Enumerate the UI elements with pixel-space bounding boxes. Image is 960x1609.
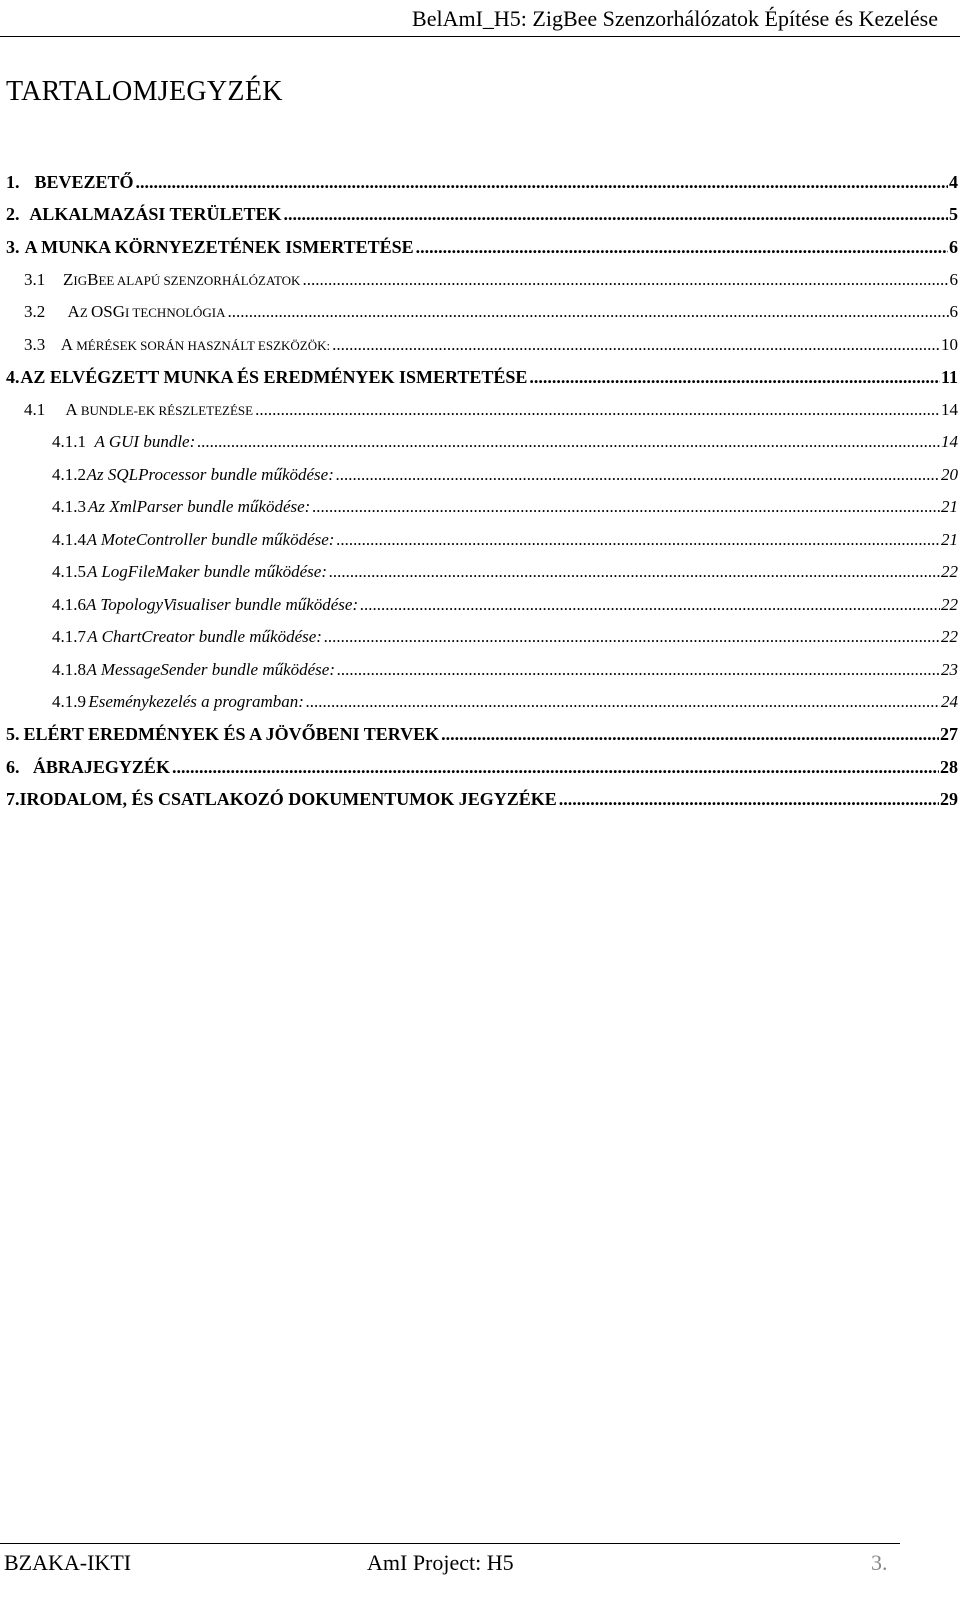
table-of-contents	[6, 166, 958, 816]
toc-entry-text: Eseménykezelés a programban:	[88, 692, 304, 712]
toc-entry-7[interactable]	[6, 784, 958, 817]
toc-entry-1[interactable]	[6, 166, 958, 199]
toc-entry-3[interactable]	[6, 231, 958, 264]
dot-leader	[136, 172, 948, 193]
toc-entry-text: A MUNKA KÖRNYEZETÉNEK ISMERTETÉSE	[24, 236, 414, 257]
toc-text-smallcaps: EE ALAPÚ SZENZORHÁLÓZATOK	[98, 272, 301, 288]
toc-entry-number: 4.1	[24, 399, 46, 419]
toc-entry-2[interactable]	[6, 199, 958, 232]
toc-entry-number: 4.1.8	[52, 659, 86, 679]
toc-entry-number: 3.1	[24, 269, 46, 289]
toc-entry-page: 11	[940, 366, 958, 387]
dot-leader	[312, 497, 940, 517]
toc-entry-text	[63, 270, 300, 290]
toc-text-part: A	[67, 302, 80, 322]
toc-entry-page: 6	[949, 269, 958, 289]
dot-leader	[416, 237, 948, 258]
toc-entry-page: 21	[941, 529, 958, 549]
toc-entry-text	[68, 302, 226, 322]
dot-leader	[559, 789, 939, 810]
toc-entry-page: 14	[941, 399, 958, 419]
dot-leader	[302, 270, 948, 290]
toc-entry-4-1-5[interactable]	[6, 556, 958, 589]
toc-text-smallcaps: IG	[73, 272, 88, 288]
dot-leader	[441, 724, 939, 745]
page-number: 3.	[871, 1550, 888, 1575]
footer-organization: BZAKA-IKTI	[4, 1550, 132, 1575]
running-header: BelAmI_H5: ZigBee Szenzorhálózatok Építése és Kezelése	[412, 6, 938, 31]
toc-text-part: B	[87, 269, 99, 289]
toc-entry-4-1-1[interactable]	[6, 426, 958, 459]
toc-entry-text: A ChartCreator bundle működése:	[87, 627, 322, 647]
footer-rule	[0, 1543, 900, 1544]
toc-text-smallcaps: Z	[79, 305, 92, 321]
toc-entry-5[interactable]	[6, 719, 958, 752]
toc-entry-text: Az XmlParser bundle működése:	[87, 497, 311, 517]
toc-entry-text: ALKALMAZÁSI TERÜLETEK	[29, 204, 282, 225]
dot-leader	[329, 562, 940, 582]
toc-entry-text: AZ ELVÉGZETT MUNKA ÉS EREDMÉNYEK ISMERTETÉSE	[20, 366, 528, 387]
toc-entry-page: 22	[941, 627, 958, 647]
toc-entry-number: 5.	[6, 724, 20, 745]
toc-entry-text: A LogFileMaker bundle működése:	[87, 562, 327, 582]
dot-leader	[255, 400, 940, 420]
toc-entry-text: A TopologyVisualiser bundle működése:	[86, 594, 359, 614]
toc-entry-4-1-9[interactable]	[6, 686, 958, 719]
toc-text-smallcaps: MÉRÉSEK SORÁN HASZNÁLT ESZKÖZÖK:	[72, 337, 331, 353]
toc-entry-4-1-6[interactable]	[6, 589, 958, 622]
toc-entry-text: BEVEZETŐ	[34, 171, 134, 192]
toc-entry-number: 3.	[6, 236, 20, 257]
dot-leader	[529, 367, 940, 388]
toc-entry-4-1[interactable]	[6, 394, 958, 427]
toc-entry-text: Az SQLProcessor bundle működése:	[86, 464, 334, 484]
toc-entry-number: 1.	[6, 171, 20, 192]
dot-leader	[306, 692, 940, 712]
toc-entry-page: 23	[941, 659, 958, 679]
dot-leader	[197, 432, 940, 452]
dot-leader	[332, 335, 940, 355]
toc-entry-4-1-3[interactable]	[6, 491, 958, 524]
toc-entry-3-2[interactable]	[6, 296, 958, 329]
toc-entry-3-3[interactable]	[6, 329, 958, 362]
dot-leader	[337, 660, 940, 680]
toc-entry-number: 4.1.6	[52, 594, 86, 614]
toc-entry-number: 2.	[6, 204, 20, 225]
toc-entry-page: 10	[941, 334, 958, 354]
toc-entry-text: A MoteController bundle működése:	[86, 529, 335, 549]
toc-text-part: A	[60, 334, 73, 354]
toc-text-part: Z	[63, 269, 74, 289]
dot-leader	[324, 627, 940, 647]
toc-entry-number: 3.3	[24, 334, 46, 354]
toc-entry-page: 5	[949, 204, 958, 225]
toc-entry-page: 14	[941, 432, 958, 452]
toc-entry-6[interactable]	[6, 751, 958, 784]
toc-entry-number: 3.2	[24, 302, 46, 322]
toc-entry-4[interactable]	[6, 361, 958, 394]
toc-title: TARTALOMJEGYZÉK	[6, 76, 283, 107]
toc-entry-number: 4.1.2	[52, 464, 86, 484]
toc-entry-number: 4.1.7	[52, 627, 86, 647]
toc-entry-text: IRODALOM, ÉS CSATLAKOZÓ DOKUMENTUMOK JEGYZÉKE	[19, 789, 557, 810]
toc-entry-number: 4.	[6, 366, 20, 387]
toc-entry-page: 22	[941, 562, 958, 582]
dot-leader	[360, 595, 940, 615]
toc-entry-4-1-7[interactable]	[6, 621, 958, 654]
toc-entry-page: 22	[941, 594, 958, 614]
dot-leader	[284, 204, 948, 225]
toc-entry-text: A GUI bundle:	[94, 432, 196, 452]
dot-leader	[336, 530, 940, 550]
dot-leader	[336, 465, 940, 485]
toc-entry-text: ELÉRT EREDMÉNYEK ÉS A JÖVŐBENI TERVEK	[23, 724, 440, 745]
toc-entry-number: 4.1.5	[52, 562, 86, 582]
toc-entry-number: 7.	[6, 789, 20, 810]
toc-entry-text: ÁBRAJEGYZÉK	[32, 756, 170, 777]
toc-text-part: A	[65, 399, 78, 419]
dot-leader	[228, 302, 949, 322]
header-rule	[0, 36, 960, 37]
dot-leader	[172, 757, 939, 778]
toc-entry-number: 4.1.9	[52, 692, 86, 712]
toc-entry-4-1-2[interactable]	[6, 459, 958, 492]
toc-entry-page: 28	[940, 756, 958, 777]
toc-entry-page: 24	[941, 692, 958, 712]
toc-entry-page: 29	[940, 789, 958, 810]
toc-entry-number: 6.	[6, 756, 20, 777]
toc-entry-text: A MessageSender bundle működése:	[86, 659, 336, 679]
footer-project: AmI Project: H5	[367, 1550, 514, 1575]
toc-entry-page: 6	[949, 236, 958, 257]
toc-entry-number: 4.1.1	[52, 432, 86, 452]
toc-entry-page: 6	[949, 302, 958, 322]
toc-entry-4-1-8[interactable]	[6, 654, 958, 687]
toc-entry-page: 27	[940, 724, 958, 745]
toc-entry-3-1[interactable]	[6, 264, 958, 297]
toc-entry-page: 20	[941, 464, 958, 484]
toc-entry-page: 4	[949, 171, 958, 192]
toc-entry-4-1-4[interactable]	[6, 524, 958, 557]
toc-entry-text	[61, 335, 330, 355]
toc-entry-number: 4.1.4	[52, 529, 86, 549]
toc-text-part: OSG	[91, 302, 126, 322]
toc-text-smallcaps: I TECHNOLÓGIA	[125, 305, 226, 321]
toc-entry-number: 4.1.3	[52, 497, 86, 517]
toc-entry-page: 21	[941, 497, 958, 517]
toc-text-smallcaps: BUNDLE-EK RÉSZLETEZÉSE	[77, 402, 254, 418]
toc-entry-text	[65, 400, 253, 420]
